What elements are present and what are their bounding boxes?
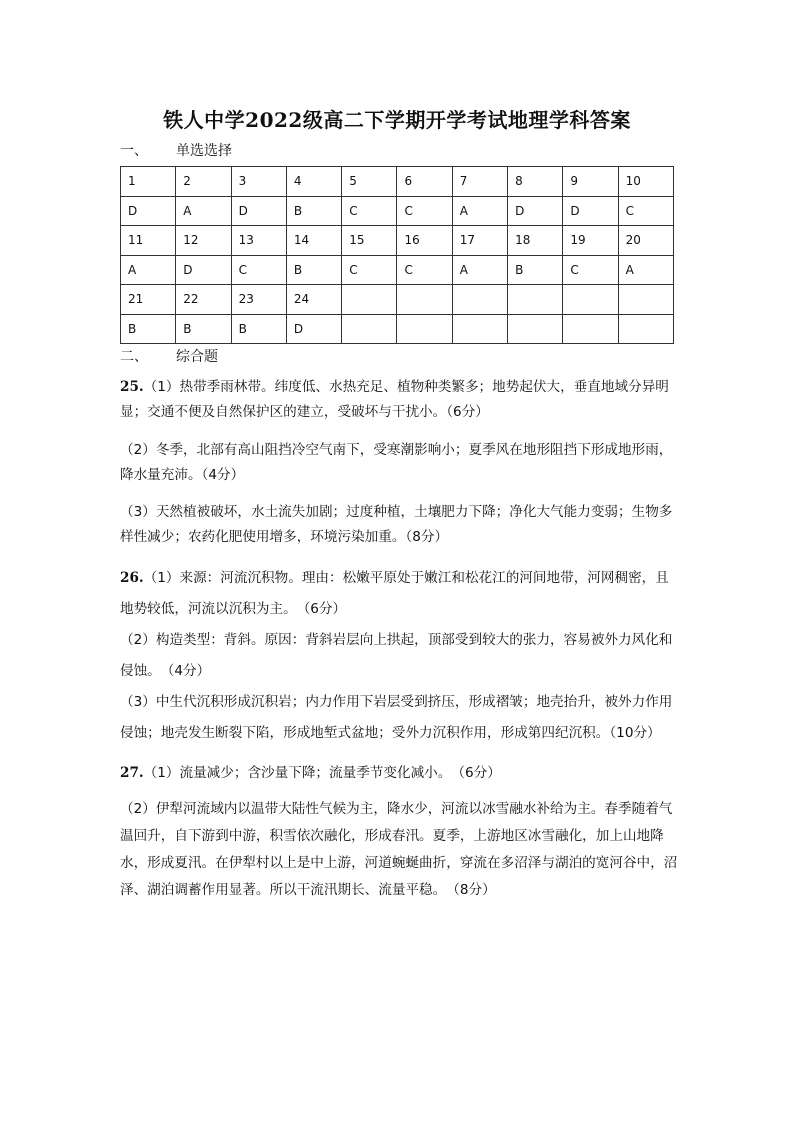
table-cell: D (508, 196, 563, 226)
table-cell: 16 (397, 226, 452, 256)
q26-part1 (120, 563, 680, 625)
table-cell: 2 (176, 167, 231, 197)
table-cell (452, 285, 507, 315)
table-cell (508, 285, 563, 315)
table-cell (508, 314, 563, 344)
table-cell: C (342, 255, 397, 285)
table-cell: 8 (508, 167, 563, 197)
table-cell: C (563, 255, 618, 285)
table-cell: 3 (231, 167, 286, 197)
table-cell: D (563, 196, 618, 226)
table-cell: 10 (618, 167, 673, 197)
table-row (121, 314, 674, 344)
q27-part1 (120, 761, 680, 786)
section-heading-single-choice (120, 140, 232, 160)
q26-part3: （3）中生代沉积形成沉积岩；内力作用下岩层受到挤压，形成褶皱；地壳抬升，被外力作用侵蚀；地壳发生断裂下陷，形成地堑式盆地；受外力沉积作用，形成第四纪沉积。（10分） (120, 694, 673, 741)
table-cell: 15 (342, 226, 397, 256)
table-cell: B (286, 255, 341, 285)
section-label: 单选选择 (176, 143, 232, 159)
section-label: 综合题 (176, 349, 218, 365)
table-cell: 11 (121, 226, 176, 256)
table-cell: A (176, 196, 231, 226)
question-number: 25. (120, 379, 144, 395)
table-cell: 13 (231, 226, 286, 256)
table-cell (397, 285, 452, 315)
table-cell: 22 (176, 285, 231, 315)
table-cell: 24 (286, 285, 341, 315)
q25-part2: （2）冬季，北部有高山阻挡冷空气南下，受寒潮影响小；夏季风在地形阻挡下形成地形雨，降水量充沛。（4分） (120, 442, 673, 483)
table-cell: 12 (176, 226, 231, 256)
table-cell: B (121, 314, 176, 344)
table-cell: C (397, 255, 452, 285)
table-cell: A (452, 255, 507, 285)
table-cell: C (342, 196, 397, 226)
table-cell: A (618, 255, 673, 285)
q27-part2: （2）伊犁河流域内以温带大陆性气候为主，降水少，河流以冰雪融水补给为主。春季随着气温回升，自下游到中游，积雪依次融化，形成春汛。夏季，上游地区冰雪融化，加上山地降水，形成夏汛。在伊犁村以上是中上游，河道蜿蜒曲折，穿流在多沼泽与湖泊的宽河谷中，沼泽、湖泊调蓄作用显著。所以干流汛期长、流量平稳。 （8分） (120, 801, 678, 898)
q25-part3: （3）天然植被破坏，水土流失加剧；过度种植，土壤肥力下降；净化大气能力变弱；生物多样性减少；农药化肥使用增多，环境污染加重。（8分） (120, 504, 673, 545)
table-cell: 18 (508, 226, 563, 256)
table-cell (618, 314, 673, 344)
table-cell (452, 314, 507, 344)
table-cell: C (618, 196, 673, 226)
table-cell: D (231, 196, 286, 226)
table-cell: B (286, 196, 341, 226)
table-cell: 14 (286, 226, 341, 256)
table-cell: A (452, 196, 507, 226)
answer-table (120, 166, 674, 344)
table-row (121, 255, 674, 285)
table-cell (342, 314, 397, 344)
table-cell (563, 314, 618, 344)
table-cell: 21 (121, 285, 176, 315)
table-row (121, 285, 674, 315)
question-number: 26. (120, 570, 144, 586)
table-cell: A (121, 255, 176, 285)
table-cell: D (121, 196, 176, 226)
q25-part1 (120, 375, 680, 425)
table-cell: 4 (286, 167, 341, 197)
table-cell: 5 (342, 167, 397, 197)
table-cell: 9 (563, 167, 618, 197)
table-cell (397, 314, 452, 344)
table-row (121, 226, 674, 256)
table-cell: 1 (121, 167, 176, 197)
section-number: 一、 (120, 143, 148, 159)
section-number: 二、 (120, 349, 148, 365)
table-cell: D (286, 314, 341, 344)
table-cell: C (397, 196, 452, 226)
table-cell: 19 (563, 226, 618, 256)
answer-text: （1）热带季雨林带。纬度低、水热充足、植物种类繁多；地势起伏大，垂直地域分异明显；交通不便及自然保护区的建立，受破坏与干扰小。（6分） (120, 379, 669, 420)
table-cell: 17 (452, 226, 507, 256)
table-row (121, 196, 674, 226)
table-cell: 6 (397, 167, 452, 197)
table-cell: D (176, 255, 231, 285)
question-number: 27. (120, 765, 144, 781)
table-row (121, 167, 674, 197)
table-cell: 23 (231, 285, 286, 315)
table-cell: B (231, 314, 286, 344)
table-cell: 7 (452, 167, 507, 197)
answer-text: （1）来源：河流沉积物。理由：松嫩平原处于嫩江和松花江的河间地带，河网稠密，且地势较低，河流以沉积为主。 （6分） (120, 570, 669, 617)
table-cell: B (508, 255, 563, 285)
table-cell: C (231, 255, 286, 285)
table-cell: B (176, 314, 231, 344)
page-title: 铁人中学2022级高二下学期开学考试地理学科答案 (163, 108, 631, 132)
table-cell (342, 285, 397, 315)
answer-text: （1）流量减少；含沙量下降；流量季节变化减小。 （6分） (143, 765, 501, 781)
table-cell (563, 285, 618, 315)
q26-part2: （2）构造类型：背斜。原因：背斜岩层向上拱起，顶部受到较大的张力，容易被外力风化和侵蚀。 （4分） (120, 632, 673, 679)
table-cell: 20 (618, 226, 673, 256)
table-cell (618, 285, 673, 315)
section-heading-comprehensive (120, 346, 218, 366)
